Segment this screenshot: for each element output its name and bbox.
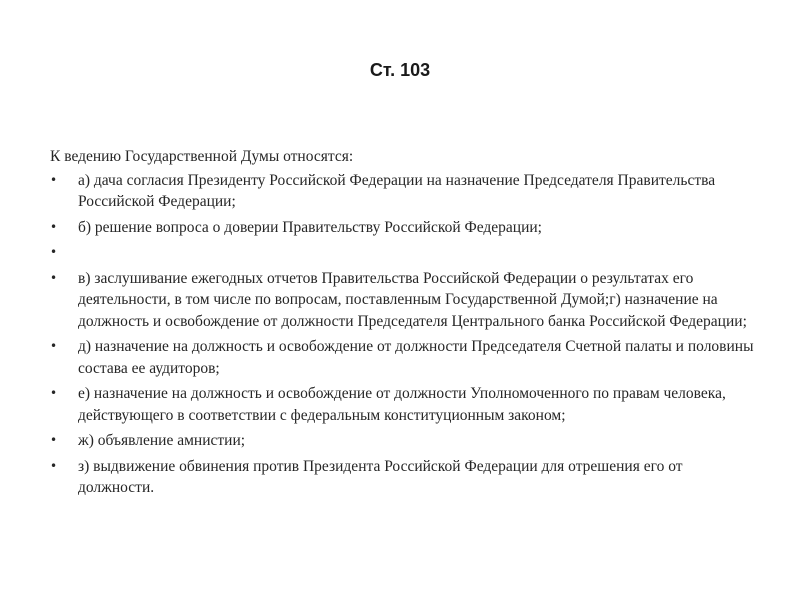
list-item [50,170,760,213]
list-item [50,383,760,426]
bullet-icon: • [50,270,58,285]
list-item [50,456,760,499]
list-item-text: в) заслушивание ежегодных отчетов Правительства Российской Федерации о результатах его деятельности, в том числе по вопросам, поставленным Государственной Думой;г) назначение на должность и освобождение от должности Председателя Центрального банка Российской Федерации; [78,269,747,330]
list-item [50,268,760,333]
bullet-icon: • [50,172,58,187]
list-item [50,217,760,239]
list-item-text: д) назначение на должность и освобождение от должности Председателя Счетной палаты и половины состава ее аудиторов; [78,338,754,377]
bullet-icon: • [50,433,58,447]
list-item-text: а) дача согласия Президенту Российской Федерации на назначение Председателя Правительства Российской Федерации; [78,171,716,210]
list-item [50,430,760,452]
list-item-text: е) назначение на должность и освобождение от должности Уполномоченного по правам человека, действующего в соответствии с федеральным конституционным законом; [78,385,726,424]
list-item-text: з) выдвижение обвинения против Президента Российской Федерации для отрешения его от должности. [78,457,683,496]
list-item-text: б) решение вопроса о доверии Правительству Российской Федерации; [78,218,542,236]
bullet-icon: • [50,386,58,400]
list-item [50,242,760,264]
bullet-icon: • [50,245,58,259]
intro-text: К ведению Государственной Думы относятся: [50,148,354,165]
slide-title: Ст. 103 [369,60,431,80]
list-item [50,336,760,379]
slide-body [50,146,760,503]
bullet-icon: • [50,458,58,473]
list-item-text: ж) объявление амнистии; [78,432,246,449]
bullet-icon: • [50,219,58,234]
bullet-list [50,170,760,499]
bullet-icon: • [50,339,58,353]
